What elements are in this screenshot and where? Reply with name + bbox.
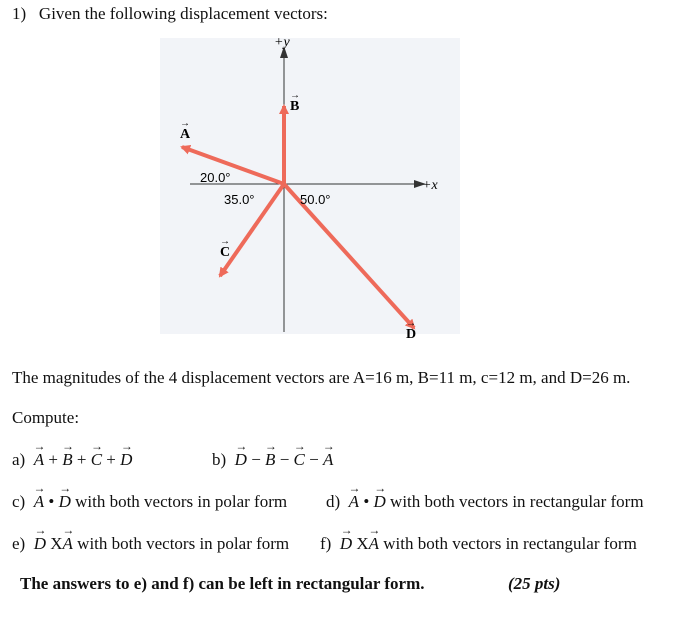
compute-label: Compute: [12, 408, 80, 427]
part-e-vector-2: → A [63, 534, 73, 554]
angle-c-label: 35.0° [224, 192, 255, 207]
part-b [212, 450, 333, 470]
part-d-vector-2: → D [374, 492, 386, 512]
part-e [12, 534, 289, 554]
part-e-vector-1: → D [34, 534, 46, 554]
part-b-term-1: → D [235, 450, 247, 470]
part-f-vector-1: → D [340, 534, 352, 554]
part-f-label: f) [320, 534, 332, 553]
part-d-label: d) [326, 492, 341, 511]
vector-c-arrow-glyph: → [220, 236, 230, 247]
part-e-operator: X [50, 534, 63, 553]
part-f [320, 534, 637, 554]
part-b-term-3: → C [294, 450, 305, 470]
part-e-text: with both vectors in polar form [77, 534, 290, 553]
part-c-operator: • [48, 492, 55, 511]
vector-diagram-svg [156, 30, 462, 356]
question-number: 1) [12, 4, 27, 23]
part-d-text: with both vectors in rectangular form [390, 492, 644, 511]
part-c-vector-1: → A [34, 492, 44, 512]
part-b-term-2: → B [265, 450, 275, 470]
magnitudes-text: The magnitudes of the 4 displacement vectors are A=16 m, B=11 m, c=12 m, and D=26 m. [12, 368, 631, 387]
part-f-vector-2: → A [369, 534, 379, 554]
vector-d-arrow-glyph: → [406, 318, 416, 329]
part-b-term-4: → A [323, 450, 333, 470]
part-b-label: b) [212, 450, 227, 469]
vector-a-arrow-glyph: → [180, 118, 190, 129]
points-label: (25 pts) [508, 574, 561, 593]
part-a-op-3: + [106, 450, 116, 469]
vector-b-arrow-glyph: → [290, 90, 300, 101]
part-b-op-2: − [279, 450, 290, 469]
x-axis-label: +x [422, 178, 438, 193]
vector-b-label: B [290, 99, 300, 114]
part-a-label: a) [12, 450, 26, 469]
angle-a-label: 20.0° [200, 170, 231, 185]
part-a [12, 450, 132, 470]
part-a-term-1: → A [34, 450, 44, 470]
vector-d-label: D [406, 327, 417, 342]
part-a-term-2: → B [62, 450, 72, 470]
part-a-op-2: + [76, 450, 87, 469]
angle-d-label: 50.0° [300, 192, 331, 207]
part-b-op-1: − [251, 450, 261, 469]
part-d-vector-1: → A [349, 492, 359, 512]
part-c-text: with both vectors in polar form [75, 492, 288, 511]
part-f-operator: X [356, 534, 369, 553]
part-c [12, 492, 287, 512]
part-f-text: with both vectors in rectangular form [383, 534, 637, 553]
part-a-term-4: → D [120, 450, 132, 470]
part-d [326, 492, 644, 512]
vector-c-label: C [220, 245, 231, 260]
part-c-vector-2: → D [59, 492, 71, 512]
y-axis-label: +y [274, 35, 290, 50]
question-heading [12, 4, 328, 24]
part-c-label: c) [12, 492, 26, 511]
part-b-op-3: − [309, 450, 319, 469]
part-a-term-3: → C [91, 450, 102, 470]
part-e-label: e) [12, 534, 26, 553]
part-d-operator: • [363, 492, 370, 511]
part-a-op-1: + [48, 450, 58, 469]
vector-diagram [156, 30, 462, 356]
vector-a-label: A [180, 127, 191, 142]
question-heading-text: Given the following displacement vectors: [38, 4, 328, 23]
footer-note: The answers to e) and f) can be left in rectangular form. [20, 574, 425, 593]
